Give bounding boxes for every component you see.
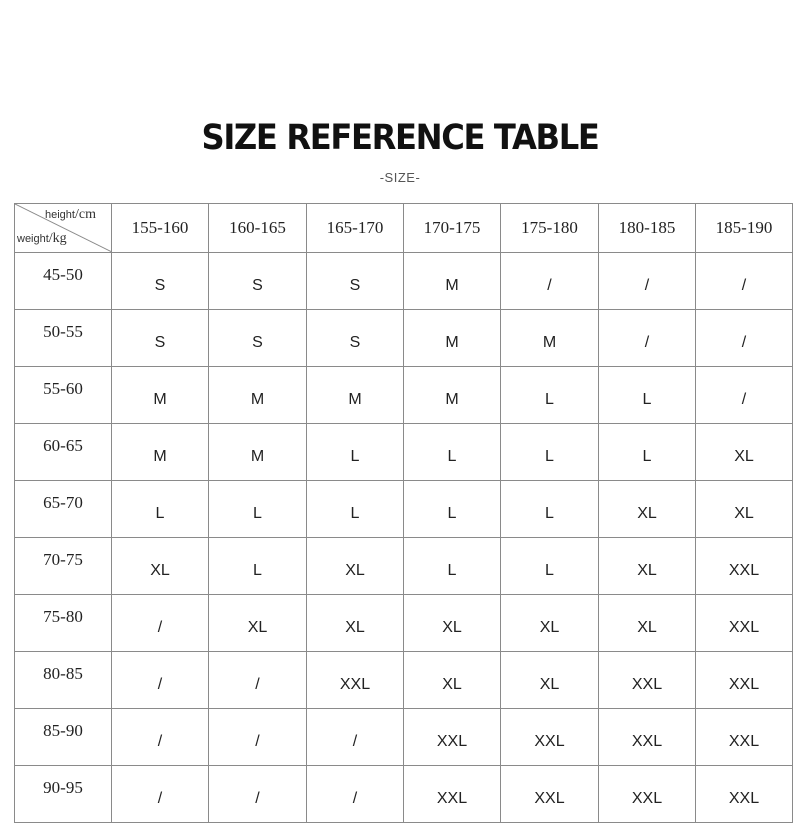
size-cell: XXL [696, 709, 793, 766]
size-cell: XL [599, 595, 696, 652]
size-cell: XXL [696, 766, 793, 823]
size-cell: M [209, 424, 307, 481]
page-title: SIZE REFERENCE TABLE [201, 118, 599, 158]
size-cell: / [599, 253, 696, 310]
size-cell: XL [112, 538, 209, 595]
size-cell: XL [307, 595, 404, 652]
size-cell: L [501, 481, 599, 538]
size-cell: / [696, 253, 793, 310]
weight-range-cell: 90-95 [15, 766, 112, 823]
size-cell: XXL [599, 766, 696, 823]
height-label [45, 207, 96, 223]
weight-range-cell: 55-60 [15, 367, 112, 424]
table-row [15, 652, 793, 709]
size-cell: XXL [501, 709, 599, 766]
size-cell: XL [599, 481, 696, 538]
weight-label [17, 231, 67, 247]
weight-range-cell: 65-70 [15, 481, 112, 538]
size-cell: M [404, 310, 501, 367]
size-cell: S [112, 310, 209, 367]
size-cell: XXL [599, 709, 696, 766]
table-row [15, 310, 793, 367]
size-cell: M [209, 367, 307, 424]
size-cell: M [307, 367, 404, 424]
size-cell: M [112, 367, 209, 424]
size-cell: L [501, 424, 599, 481]
table-row [15, 253, 793, 310]
corner-header-cell [15, 204, 112, 253]
table-row [15, 538, 793, 595]
height-column-header: 175-180 [501, 204, 599, 253]
size-cell: L [599, 424, 696, 481]
table-row [15, 424, 793, 481]
size-cell: S [307, 310, 404, 367]
size-cell: L [404, 538, 501, 595]
size-cell: M [501, 310, 599, 367]
weight-range-cell: 50-55 [15, 310, 112, 367]
height-unit: /cm [74, 207, 96, 222]
table-row [15, 709, 793, 766]
size-cell: / [599, 310, 696, 367]
size-cell: L [112, 481, 209, 538]
size-cell: XXL [599, 652, 696, 709]
table-row [15, 481, 793, 538]
size-cell: XXL [307, 652, 404, 709]
size-cell: XL [404, 652, 501, 709]
table-row [15, 595, 793, 652]
table-row [15, 766, 793, 823]
size-cell: XXL [404, 766, 501, 823]
size-cell: / [209, 766, 307, 823]
height-column-header: 180-185 [599, 204, 696, 253]
size-cell: XL [307, 538, 404, 595]
size-cell: / [501, 253, 599, 310]
height-column-header: 170-175 [404, 204, 501, 253]
weight-range-cell: 75-80 [15, 595, 112, 652]
height-column-header: 160-165 [209, 204, 307, 253]
size-cell: L [307, 424, 404, 481]
height-column-header: 165-170 [307, 204, 404, 253]
weight-unit: /kg [48, 231, 67, 246]
size-cell: / [112, 595, 209, 652]
size-cell: XXL [501, 766, 599, 823]
size-cell: L [307, 481, 404, 538]
height-column-header: 155-160 [112, 204, 209, 253]
weight-label-text: weight [17, 233, 49, 245]
size-cell: XL [696, 481, 793, 538]
size-cell: S [112, 253, 209, 310]
weight-range-cell: 45-50 [15, 253, 112, 310]
size-cell: / [209, 652, 307, 709]
size-cell: / [696, 310, 793, 367]
weight-range-cell: 60-65 [15, 424, 112, 481]
page-subtitle: -SIZE- [379, 170, 421, 185]
size-reference-table [14, 203, 793, 823]
size-cell: / [209, 709, 307, 766]
size-cell: M [404, 367, 501, 424]
size-cell: S [209, 253, 307, 310]
size-cell: L [501, 367, 599, 424]
size-cell: XL [404, 595, 501, 652]
size-cell: / [307, 766, 404, 823]
size-cell: XXL [696, 652, 793, 709]
size-cell: XXL [696, 595, 793, 652]
size-cell: / [112, 766, 209, 823]
header-row [15, 204, 793, 253]
size-cell: XXL [404, 709, 501, 766]
size-cell: XL [696, 424, 793, 481]
size-cell: XL [599, 538, 696, 595]
size-cell: M [112, 424, 209, 481]
weight-range-cell: 70-75 [15, 538, 112, 595]
size-cell: L [404, 481, 501, 538]
height-label-text: height [45, 209, 75, 221]
size-cell: XXL [696, 538, 793, 595]
size-cell: L [209, 538, 307, 595]
size-cell: S [307, 253, 404, 310]
size-cell: XL [209, 595, 307, 652]
size-cell: / [112, 709, 209, 766]
size-cell: L [501, 538, 599, 595]
size-cell: S [209, 310, 307, 367]
size-cell: L [404, 424, 501, 481]
size-cell: L [209, 481, 307, 538]
size-cell: L [599, 367, 696, 424]
size-cell: XL [501, 595, 599, 652]
size-cell: M [404, 253, 501, 310]
table-body [15, 204, 793, 823]
weight-range-cell: 85-90 [15, 709, 112, 766]
size-cell: / [307, 709, 404, 766]
height-column-header: 185-190 [696, 204, 793, 253]
size-cell: / [112, 652, 209, 709]
size-cell: / [696, 367, 793, 424]
size-cell: XL [501, 652, 599, 709]
table-row [15, 367, 793, 424]
weight-range-cell: 80-85 [15, 652, 112, 709]
